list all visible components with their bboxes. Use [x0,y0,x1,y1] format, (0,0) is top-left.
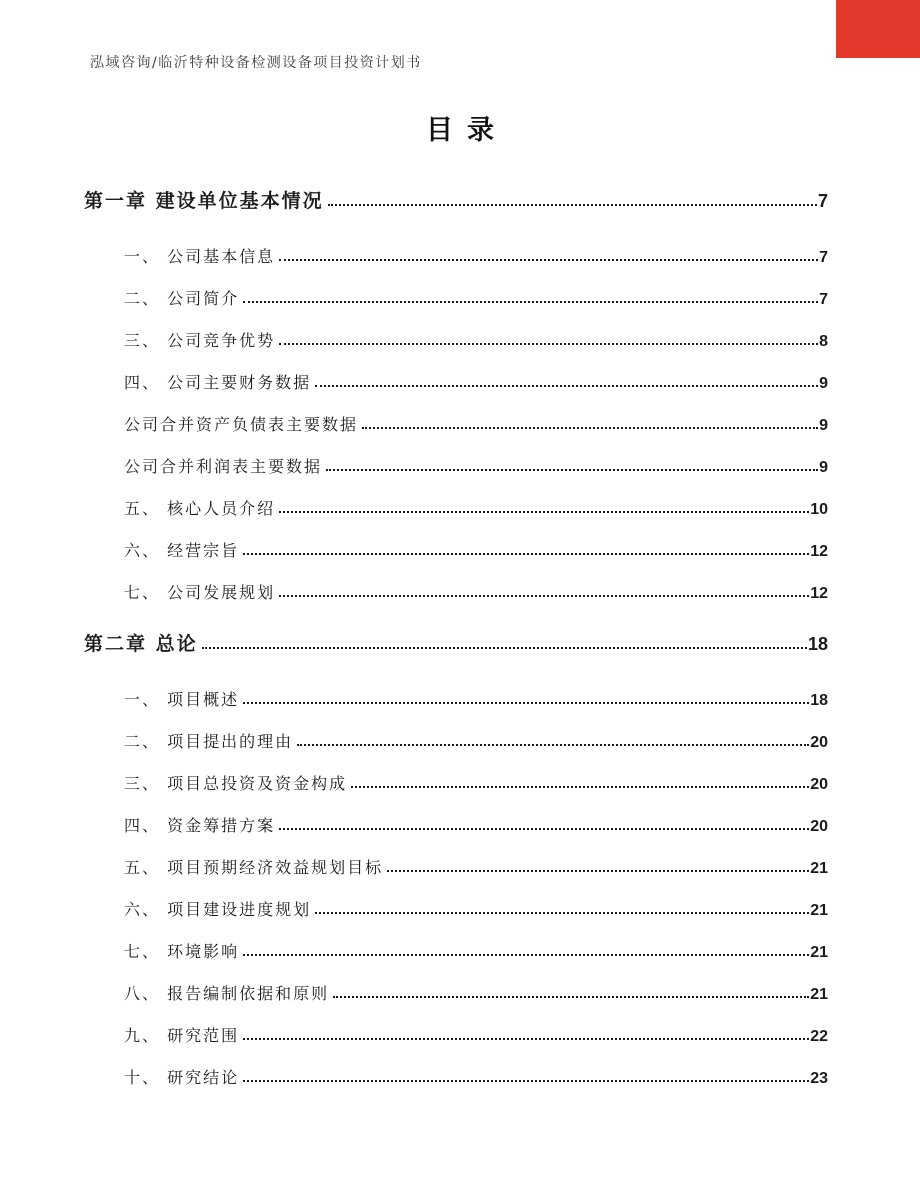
toc-dotted-leader [279,343,818,345]
toc-dotted-leader [328,204,817,206]
toc-dotted-leader [362,427,818,429]
toc-entry[interactable] [84,286,828,312]
toc-dotted-leader [243,553,809,555]
toc-page-number: 10 [810,501,828,518]
toc-entry[interactable] [84,454,828,480]
toc-entry[interactable] [84,939,828,965]
toc-dotted-leader [297,744,809,746]
toc-entry[interactable] [84,897,828,923]
toc-page-number: 18 [807,634,828,654]
toc-page-number: 7 [819,249,828,266]
toc-entry[interactable] [84,496,828,522]
toc-entry[interactable] [84,771,828,797]
toc-entry-label: 七、 公司发展规划 [124,583,276,602]
toc-entry-label: 第一章 建设单位基本情况 [84,190,324,212]
toc-entry-label: 三、 项目总投资及资金构成 [124,774,348,793]
toc-page-number: 7 [819,291,828,308]
toc-dotted-leader [243,301,818,303]
toc-dotted-leader [243,702,809,704]
toc-entry-label: 十、 研究结论 [124,1068,240,1087]
table-of-contents [84,188,828,1091]
toc-dotted-leader [243,1038,809,1040]
toc-entry[interactable] [84,631,828,657]
toc-dotted-leader [333,996,809,998]
toc-dotted-leader [279,828,809,830]
toc-entry[interactable] [84,855,828,881]
toc-entry[interactable] [84,188,828,214]
toc-entry-label: 四、 公司主要财务数据 [124,373,312,392]
toc-entry-label: 第二章 总论 [84,633,198,655]
toc-entry-label: 七、 环境影响 [124,942,240,961]
toc-dotted-leader [315,912,809,914]
toc-page-number: 7 [817,191,828,211]
toc-page-number: 21 [810,902,828,919]
brand-logo-red-square [836,0,920,58]
toc-page-number: 20 [810,776,828,793]
toc-entry[interactable] [84,244,828,270]
toc-dotted-leader [202,647,807,649]
toc-entry-label: 一、 公司基本信息 [124,247,276,266]
toc-page-number: 9 [819,375,828,392]
toc-entry[interactable] [84,580,828,606]
toc-entry[interactable] [84,1023,828,1049]
toc-dotted-leader [243,1080,809,1082]
toc-page-number: 21 [810,986,828,1003]
toc-entry[interactable] [84,1065,828,1091]
toc-entry-label: 六、 经营宗旨 [124,541,240,560]
toc-dotted-leader [326,469,818,471]
toc-page-number: 22 [810,1028,828,1045]
toc-entry-label: 五、 项目预期经济效益规划目标 [124,858,384,877]
document-header: 泓域咨询/临沂特种设备检测设备项目投资计划书 [90,55,422,71]
toc-entry-label: 九、 研究范围 [124,1026,240,1045]
toc-entry[interactable] [84,729,828,755]
toc-page-number: 9 [819,459,828,476]
toc-entry[interactable] [84,813,828,839]
toc-page-number: 21 [810,860,828,877]
toc-entry[interactable] [84,328,828,354]
toc-entry-label: 一、 项目概述 [124,690,240,709]
toc-entry-label: 二、 项目提出的理由 [124,732,294,751]
toc-page-number: 9 [819,417,828,434]
page-title: 目录 [426,115,508,146]
toc-page-number: 18 [810,692,828,709]
toc-entry[interactable] [84,370,828,396]
toc-entry-label: 公司合并资产负债表主要数据 [124,415,359,434]
toc-entry-label: 八、 报告编制依据和原则 [124,984,330,1003]
toc-page-number: 12 [810,543,828,560]
toc-dotted-leader [387,870,809,872]
toc-page-number: 21 [810,944,828,961]
toc-page-number: 12 [810,585,828,602]
toc-page-number: 20 [810,734,828,751]
toc-entry-label: 四、 资金筹措方案 [124,816,276,835]
toc-entry[interactable] [84,687,828,713]
toc-entry-label: 六、 项目建设进度规划 [124,900,312,919]
toc-dotted-leader [279,595,809,597]
toc-page-number: 20 [810,818,828,835]
toc-dotted-leader [315,385,818,387]
toc-entry[interactable] [84,981,828,1007]
toc-dotted-leader [279,259,818,261]
toc-entry-label: 五、 核心人员介绍 [124,499,276,518]
toc-page-number: 23 [810,1070,828,1087]
toc-dotted-leader [351,786,809,788]
toc-entry-label: 公司合并利润表主要数据 [124,457,323,476]
toc-entry-label: 二、 公司简介 [124,289,240,308]
toc-entry[interactable] [84,412,828,438]
toc-dotted-leader [279,511,809,513]
toc-page-number: 8 [819,333,828,350]
toc-dotted-leader [243,954,809,956]
toc-entry-label: 三、 公司竞争优势 [124,331,276,350]
toc-entry[interactable] [84,538,828,564]
